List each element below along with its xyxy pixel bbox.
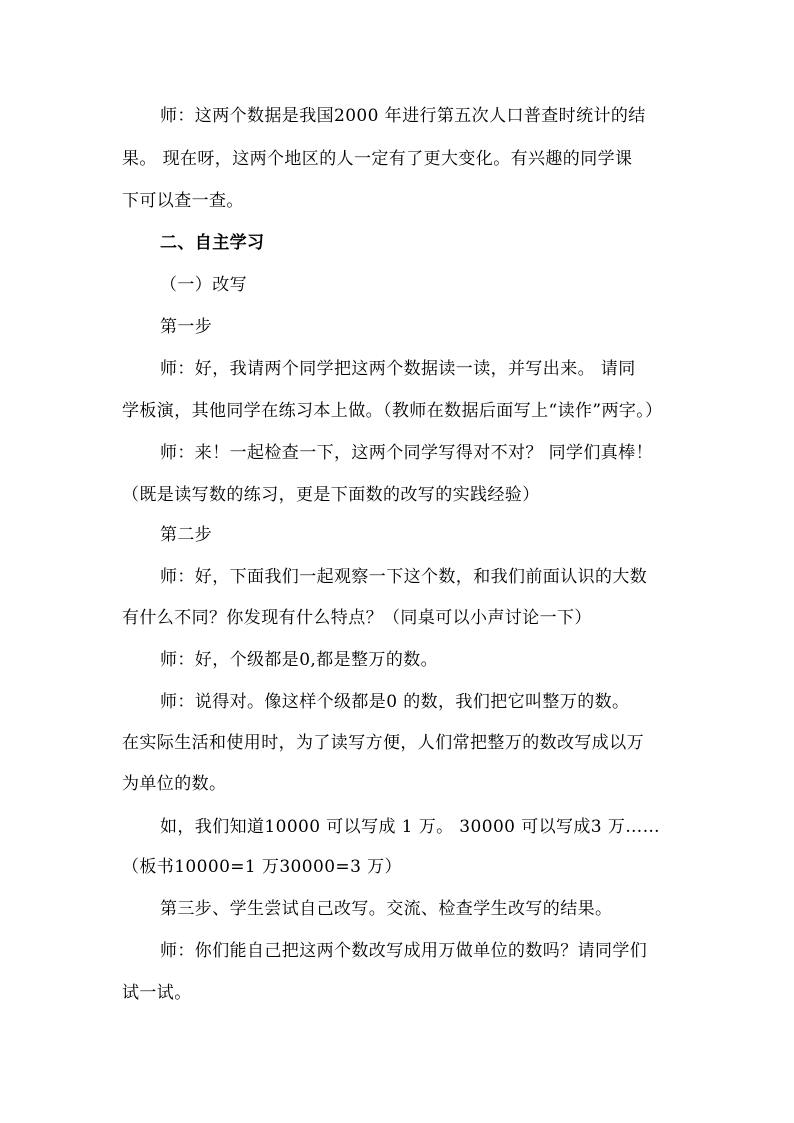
paragraph-line: 师：来！一起检查一下，这两个同学写得对不对？ 同学们真棒！ — [160, 443, 654, 463]
step-heading: 第二步 — [160, 525, 213, 545]
paragraph-line: 下可以查一查。 — [122, 191, 244, 211]
paragraph-line: 师：说得对。像这样个级都是0 的数，我们把它叫整万的数。 — [160, 692, 630, 712]
paragraph-line: 师：好，个级都是0,都是整万的数。 — [160, 650, 439, 670]
paragraph-line: 师：好，下面我们一起观察一下这个数，和我们前面认识的大数 — [160, 567, 648, 587]
paragraph-line: 师：好，我请两个同学把这两个数据读一读，并写出来。 请同 — [160, 359, 636, 379]
paragraph-line: 师：你们能自己把这两个数改写成用万做单位的数吗？请同学们 — [160, 941, 648, 961]
paragraph-line: 为单位的数。 — [122, 774, 227, 794]
paragraph-line: 有什么不同？你发现有什么特点？（同桌可以小声讨论一下） — [122, 608, 592, 628]
step-heading: 第一步 — [160, 317, 213, 337]
paragraph-line: （板书10000=1 万30000=3 万） — [122, 857, 402, 877]
paragraph-line: 试一试。 — [122, 983, 192, 1003]
paragraph-line: 如，我们知道10000 可以写成 1 万。 30000 可以写成3 万…… — [160, 817, 661, 837]
paragraph-line: 学板演，其他同学在练习本上做。（教师在数据后面写上“读作”两字。） — [122, 401, 663, 421]
paragraph-line: 果。 现在呀，这两个地区的人一定有了更大变化。有兴趣的同学课 — [122, 149, 633, 169]
step-heading: 第三步、学生尝试自己改写。交流、检查学生改写的结果。 — [160, 899, 613, 919]
paragraph-line: 在实际生活和使用时，为了读写方便，人们常把整万的数改写成以万 — [122, 733, 644, 753]
paragraph-line: 师：这两个数据是我国2000 年进行第五次人口普查时统计的结 — [160, 106, 646, 126]
paragraph-line: （既是读写数的练习，更是下面数的改写的实践经验） — [122, 485, 540, 505]
section-heading: 二、自主学习 — [160, 233, 265, 253]
subsection-heading: （一）改写 — [160, 275, 247, 295]
